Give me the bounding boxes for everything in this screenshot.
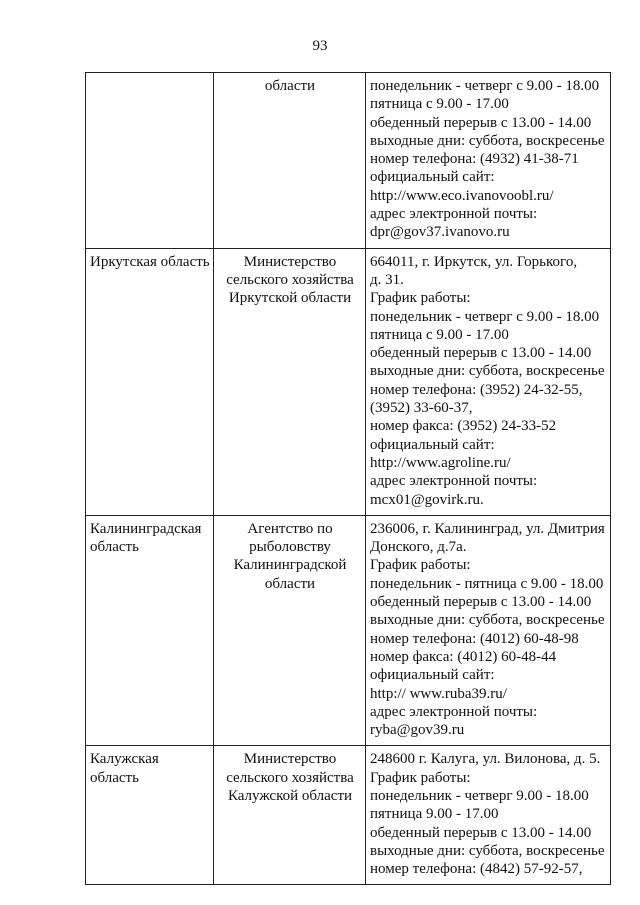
info-line: адрес электронной почты: [370,703,538,720]
region-cell [86,746,214,885]
contact-info-cell [366,515,611,746]
table-row [86,515,611,746]
info-line: График работы: [370,557,471,574]
info-line: пятница с 9.00 - 17.00 [370,326,509,343]
organization-cell [214,515,366,746]
contact-info-cell [366,248,611,515]
organization-name: области [264,78,316,94]
info-line: номер телефона: (4012) 60-48-98 [370,630,579,647]
regions-table [85,72,611,885]
region-cell [86,515,214,746]
info-line: адрес электронной почты: [370,473,538,490]
info-line: График работы: [370,769,471,786]
organization-name: Агентство по рыболовству Калининградской области [233,520,347,592]
info-line: д. 31. [370,271,404,288]
info-line: официальный сайт: [370,667,495,684]
info-line: 664011, г. Иркутск, ул. Горького, [370,253,578,270]
organization-name: Министерство сельского хозяйства Иркутской области [226,253,354,307]
organization-name: Министерство сельского хозяйства Калужской области [226,751,354,804]
organization-cell [214,746,366,885]
region-name: Иркутская область [90,253,210,270]
region-cell [86,73,214,249]
info-line: пятница с 9.00 - 17.00 [370,96,509,113]
info-line: понедельник - пятница с 9.00 - 18.00 [370,575,604,592]
info-line: обеденный перерыв с 13.00 - 14.00 [370,824,592,841]
organization-cell [214,248,366,515]
info-line: обеденный перерыв с 13.00 - 14.00 [370,114,592,131]
region-name: Калужская область [90,751,159,786]
website-url: http://www.eco.ivanovoobl.ru/ [370,187,554,204]
info-line: Донского, д.7а. [370,539,467,556]
info-line: номер телефона: (3952) 24-32-55, [370,381,583,398]
region-cell [86,248,214,515]
table-row [86,248,611,515]
table-row [86,746,611,885]
info-line: номер телефона: (4842) 57-92-57, [370,861,583,878]
organization-cell [214,73,366,249]
website-url: http://www.agroline.ru/ [370,454,511,471]
info-line: (3952) 33-60-37, [370,400,473,417]
info-line: выходные дни: суббота, воскресенье [370,363,605,380]
email-address: dpr@gov37.ivanovo.ru [370,224,510,241]
info-line: выходные дни: суббота, воскресенье [370,132,605,149]
info-line: понедельник - четверг с 9.00 - 18.00 [370,308,600,325]
info-line: выходные дни: суббота, воскресенье [370,612,605,629]
info-line: официальный сайт: [370,436,495,453]
info-line: График работы: [370,290,471,307]
info-line: выходные дни: суббота, воскресенье [370,842,605,859]
email-address: mcx01@govirk.ru. [370,491,484,508]
info-line: понедельник - четверг 9.00 - 18.00 [370,787,589,804]
info-line: 248600 г. Калуга, ул. Вилонова, д. 5. [370,751,601,768]
info-line: номер факса: (4012) 60-48-44 [370,648,557,665]
info-line: обеденный перерыв с 13.00 - 14.00 [370,594,592,611]
page-number: 93 [312,38,328,54]
contact-info-cell [366,746,611,885]
info-line: обеденный перерыв с 13.00 - 14.00 [370,345,592,362]
info-line: номер телефона: (4932) 41-38-71 [370,151,579,168]
info-line: пятница 9.00 - 17.00 [370,806,499,823]
info-line: адрес электронной почты: [370,206,538,223]
info-line: 236006, г. Калининград, ул. Дмитрия [370,520,605,537]
contact-info-cell [366,73,611,249]
website-url: http:// www.ruba39.ru/ [370,685,507,702]
region-name: Калининградская область [90,520,202,556]
info-line: понедельник - четверг с 9.00 - 18.00 [370,78,600,94]
info-line: номер факса: (3952) 24-33-52 [370,418,557,435]
table-row [86,73,611,249]
email-address: ryba@gov39.ru [370,722,465,739]
info-line: официальный сайт: [370,169,495,186]
